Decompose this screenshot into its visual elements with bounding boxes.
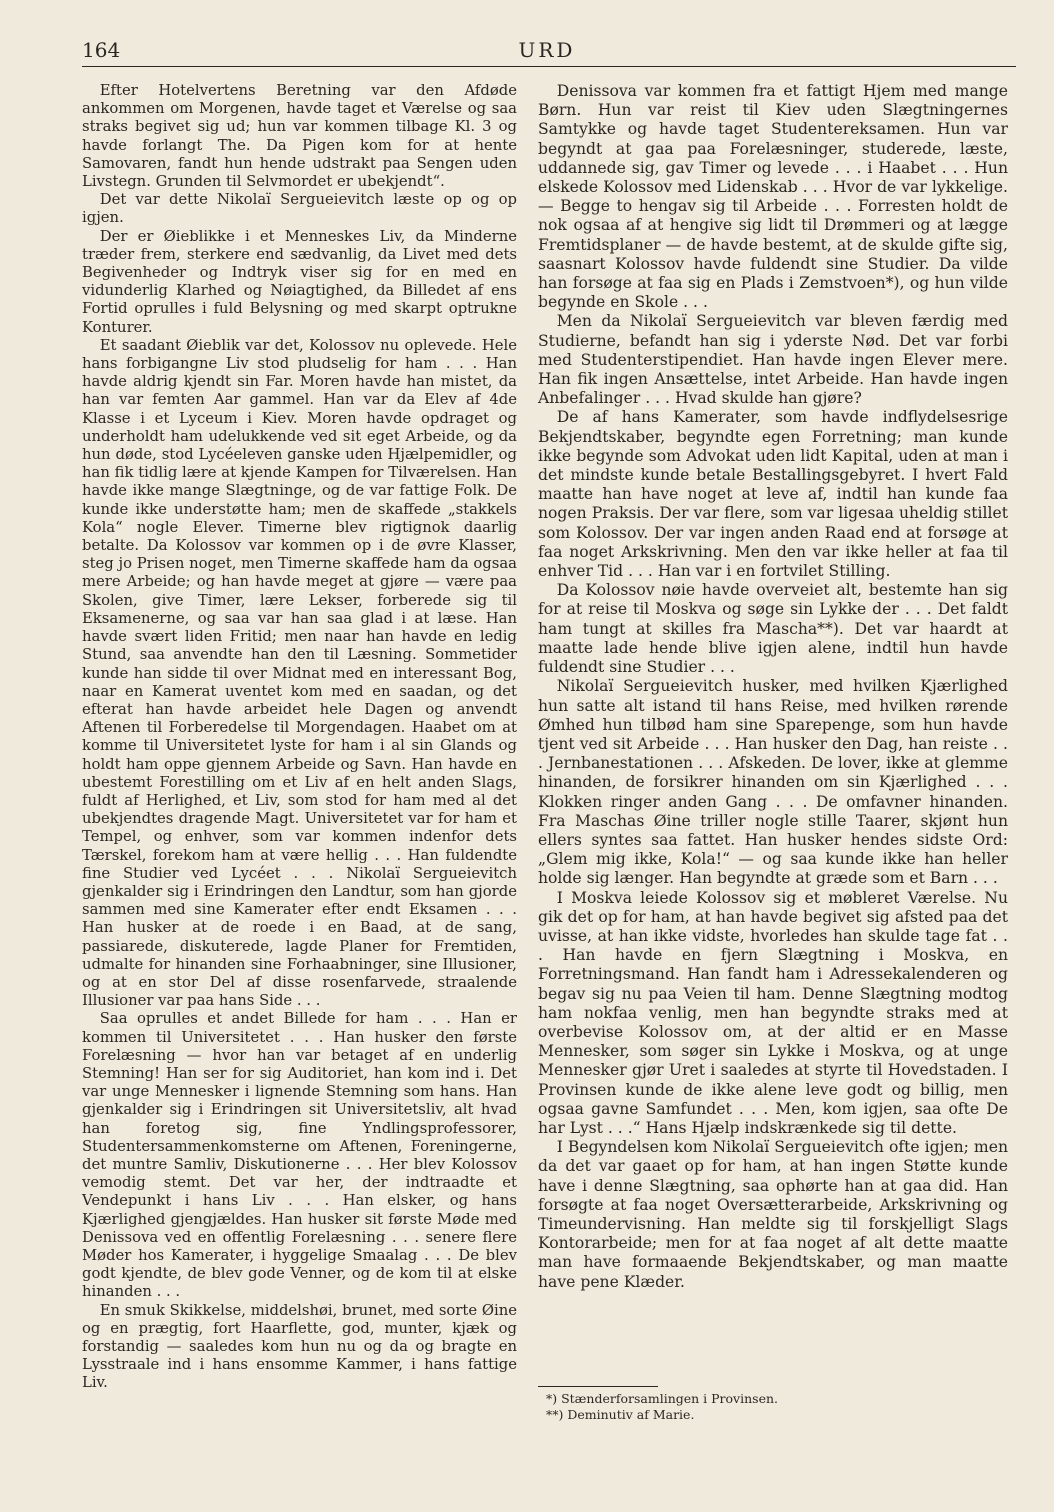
footnote: **) Deminutiv af Marie. — [546, 1407, 695, 1422]
paragraph: Efter Hotelvertens Beretning var den Afdøde ankommen om Morgenen, havde taget et Værelse og saa straks begivet sig ud; hun var kommen tilbage Kl. 3 og havde forlangt The. Da Pigen kom for at hente Samovaren, fandt hun hende udstrakt paa Sengen uden Livstegn. Grunden til Selvmordet er ubekjendt“. — [82, 82, 517, 191]
page-number: 164 — [82, 38, 121, 62]
paragraph: I Moskva leiede Kolossov sig et møbleret Værelse. Nu gik det op for ham, at han havde begivet sig afsted paa det uvisse, at han ikke vidste, hvorledes han skulde tage fat . . . Han havde en fjern Slægtning i Moskva, en Forretningsmand. Han fandt ham i Adressekalenderen og begav sig nu paa Veien til ham. Denne Slægtning modtog ham nokfaa venlig, men han begyndte straks med at overbevise Kolossov om, at der altid er en Masse Mennesker, som søger sin Lykke i Moskva, og at unge Mennesker gjør Uret i saaledes at styrte til Hovedstaden. I Provinsen kunde de ikke alene leve godt og billig, men ogsaa gavne Samfundet . . . Men, kom igjen, saa ofte De har Lyst . . .“ Hans Hjælp indskrænkede sig til dette. — [538, 888, 1008, 1137]
paragraph: De af hans Kamerater, som havde indflydelsesrige Bekjendtskaber, begyndte egen Forretning; man kunde ikke begynde som Advokat uden lidt Kapital, uden at man i det mindste kunde betale Bestallingsgebyret. I hvert Fald maatte han have noget at leve af, indtil han kunde faa nogen Praksis. Der var flere, som var ligesaa uheldig stillet som Kolossov. Der var ingen anden Raad end at forsøge at faa noget Arkskrivning. Men den var ikke heller at faa til enhver Tid . . . Han var i en fortvilet Stilling. — [538, 408, 1008, 581]
header-rule — [82, 66, 1016, 67]
page-header — [82, 36, 1012, 66]
paragraph: Men da Nikolaï Sergueievitch var bleven færdig med Studierne, befandt han sig i yderste Nød. Det var forbi med Studenterstipendiet. Han havde ingen Elever mere. Han fik ingen Ansættelse, intet Arbeide. Han havde ingen Anbefalinger . . . Hvad skulde han gjøre? — [538, 312, 1008, 408]
paragraph: Nikolaï Sergueievitch husker, med hvilken Kjærlighed hun satte alt istand til hans Reise, med hvilken rørende Ømhed hun tilbød ham sine Sparepenge, som hun havde tjent ved sit Arbeide . . . Han husker den Dag, han reiste . . . Jernbanestationen . . . Afskeden. De lover, ikke at glemme hinanden, de forsikrer hinanden om sin Kjærlighed . . . Klokken ringer anden Gang . . . De omfavner hinanden. Fra Maschas Øine triller nogle stille Taarer, skjønt hun ellers syntes saa fattet. Han husker hendes sidste Ord: „Glem mig ikke, Kola!“ — og saa kunde ikke han heller holde sig længer. Han begyndte at græde som et Barn . . . — [538, 677, 1008, 888]
paragraph: Et saadant Øieblik var det, Kolossov nu oplevede. Hele hans forbigangne Liv stod pludselig for ham . . . Han havde aldrig kjendt sin Far. Moren havde han mistet, da han var femten Aar gammel. Han var da Elev af 4de Klasse i et Lyceum i Kiev. Moren havde opdraget og underholdt ham udelukkende ved sit eget Arbeide, og da hun døde, stod Lycéeleven ganske uden Hjælpemidler, og han fik tidlig lære at kjende Kampen for Tilværelsen. Han havde ikke mange Slægtninge, og de var fattige Folk. De kunde ikke understøtte ham; men de skaffede „stakkels Kola“ nogle Elever. Timerne blev rigtignok daarlig betalte. Da Kolossov var kommen op i de øvre Klasser, steg jo Prisen noget, men Timerne skaffede ham da ogsaa mere Arbeide; og han havde meget at gjøre — være paa Skolen, give Timer, lære Lekser, forberede sig til Eksamenerne, og saa var han saa glad i at læse. Han havde svært liden Fritid; men naar han havde en ledig Stund, saa anvendte han den til Læsning. Sommetider kunde han sidde til over Midnat med en interessant Bog, naar en Kamerat uventet kom med en saadan, og det efterat han havde arbeidet hele Dagen og anvendt Aftenen til Forberedelse til Morgendagen. Haabet om at komme til Universitetet lyste for ham i al sin Glands og holdt ham oppe gjennem Arbeide og Savn. Han havde en ubestemt Forestilling om et Liv af en helt anden Slags, fuldt af Herlighed, et Liv, som stod for ham med al det ubekjendtes dragende Magt. Universitetet var for ham et Tempel, og enhver, som var kommen indenfor dets Tærskel, forekom ham at være hellig . . . Han fuldendte fine Studier ved Lycéet . . . Nikolaï Sergueievitch gjenkalder sig i Erindringen den Landtur, som han gjorde sammen med sine Kamerater efter endt Eksamen . . . Han husker at de roede i en Baad, at de sang, passiarede, diskuterede, lagde Planer for Fremtiden, udmalte for hinanden sine Forhaabninger, sine Illusioner, og at en stor Del af disse rosenfarvede, straalende Illusioner var paa hans Side . . . — [82, 336, 517, 1010]
footnote: *) Stænderforsamlingen i Provinsen. — [546, 1391, 779, 1406]
left-column — [82, 82, 517, 1393]
right-column — [538, 82, 1008, 1292]
running-title: URD — [518, 38, 576, 62]
paragraph: I Begyndelsen kom Nikolaï Sergueievitch ofte igjen; men da det var gaaet op for ham, at han ingen Støtte kunde have i denne Slægtning, saa ophørte han at gaa did. Han forsøgte at faa noget Oversætterarbeide, Arkskrivning og Timeundervisning. Han meldte sig til forskjelligt Slags Kontorarbeide; men for at faa noget af alt dette maatte man have formaaende Bekjendtskaber, og man maatte have pene Klæder. — [538, 1138, 1008, 1291]
paragraph: En smuk Skikkelse, middelshøi, brunet, med sorte Øine og en prægtig, fort Haarflette, god, munter, kjæk og forstandig — saaledes kom hun nu og da og bragte en Lysstraale ind i hans ensomme Kammer, i hans fattige Liv. — [82, 1301, 517, 1392]
paragraph: Saa oprulles et andet Billede for ham . . . Han er kommen til Universitetet . . . Han husker den første Forelæsning — hvor han var betaget af en underlig Stemning! Han ser for sig Auditoriet, han kom ind i. Det var unge Mennesker i lignende Stemning som hans. Han gjenkalder sig i Erindringen sit Universitetsliv, alt hvad han foretog sig, fine Yndlingsprofessorer, Studentersammenkomsterne om Aftenen, Foreningerne, det muntre Samliv, Diskutionerne . . . Her blev Kolossov vemodig stemt. Det var her, der indtraadte et Vendepunkt i hans Liv . . . Han elsker, og hans Kjærlighed gjengjældes. Han husker sit første Møde med Denissova ved en offentlig Forelæsning . . . senere flere Møder hos Kamerater, i hyggelige Smaalag . . . De blev godt kjendte, de blev gode Venner, og de kom til at elske hinanden . . . — [82, 1010, 517, 1301]
footnotes — [538, 1386, 1008, 1423]
paragraph: Der er Øieblikke i et Menneskes Liv, da Minderne træder frem, sterkere end sædvanlig, da Livet med dets Begivenheder og Indtryk viser sig for en med en vidunderlig Klarhed og Nøiagtighed, da Billedet af ens Fortid oprulles i fuld Belysning og med skarpt optrukne Konturer. — [82, 227, 517, 336]
footnote-rule — [538, 1386, 658, 1387]
paragraph: Det var dette Nikolaï Sergueievitch læste op og op igjen. — [82, 191, 517, 227]
paragraph: Denissova var kommen fra et fattigt Hjem med mange Børn. Hun var reist til Kiev uden Slægtningernes Samtykke og havde taget Studentereksamen. Hun var begyndt at gaa paa Forelæsninger, studerede, læste, uddannede sig, gav Timer og levede . . . i Haabet . . . Hun elskede Kolossov med Lidenskab . . . Hvor de var lykkelige. — Begge to hengav sig til Arbeide . . . Forresten holdt de nok ogsaa af at hengive sig lidt til Drømmeri og at lægge Fremtidsplaner — de havde bestemt, at de skulde gifte sig, saasnart Kolossov havde fuldendt sine Studier. Da vilde han forsøge at faa sig en Plads i Zemstvoen*), og hun vilde begynde en Skole . . . — [538, 82, 1008, 312]
paragraph: Da Kolossov nøie havde overveiet alt, bestemte han sig for at reise til Moskva og søge sin Lykke der . . . Det faldt ham tungt at skilles fra Mascha**). Det var haardt at maatte lade hende blive igjen alene, indtil hun havde fuldendt sine Studier . . . — [538, 581, 1008, 677]
